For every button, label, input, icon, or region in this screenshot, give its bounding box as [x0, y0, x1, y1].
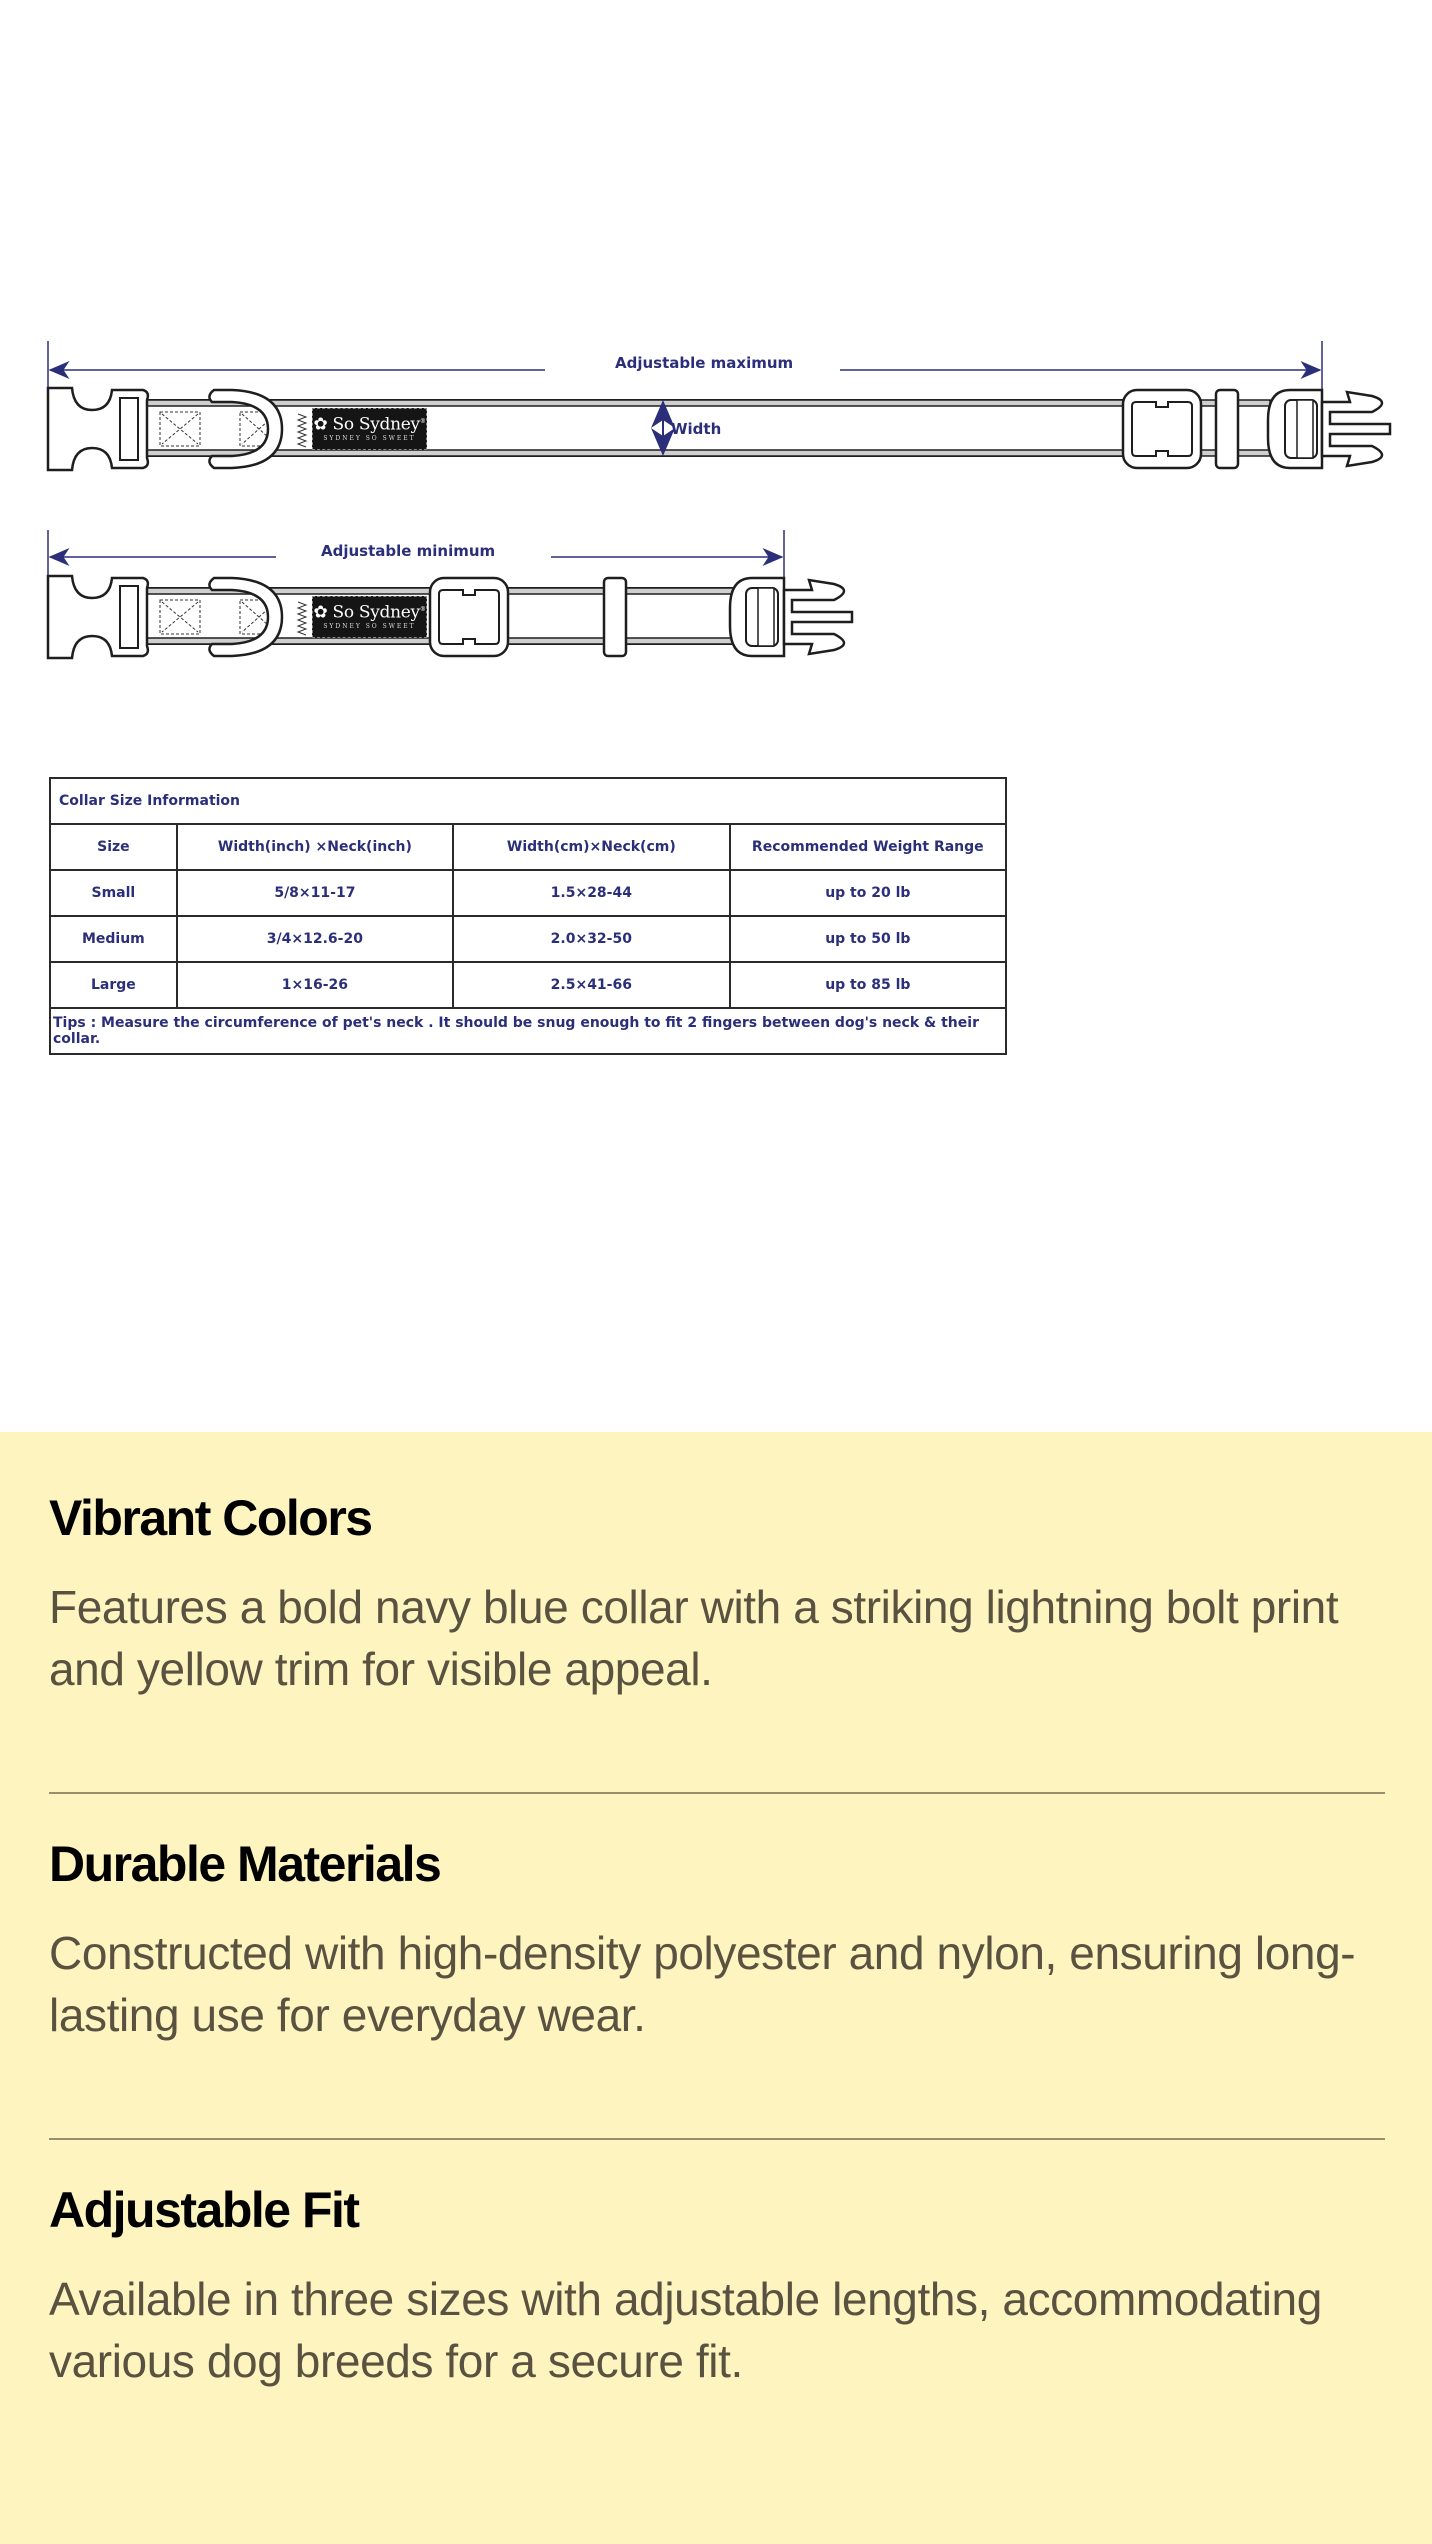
header-size: Size [50, 824, 177, 870]
feature-adjustable-fit [49, 2180, 1385, 2392]
sizing-tips: Tips : Measure the circumference of pet's neck . It should be snug enough to fit 2 fingers between dog's neck & their collar. [50, 1008, 1006, 1054]
cell-cm: 2.0×32-50 [453, 916, 730, 962]
feature-vibrant-colors [49, 1488, 1385, 1700]
feature-description: Features a bold navy blue collar with a striking lightning bolt print and yellow trim for visible appeal. [49, 1581, 1339, 1695]
feature-durable-materials [49, 1834, 1385, 2046]
table-tips-row [50, 1008, 1006, 1054]
feature-title: Vibrant Colors [49, 1490, 372, 1546]
collar-illustration [0, 0, 1432, 760]
collar-size-table [49, 777, 1007, 1055]
adjustable-minimum-label: Adjustable minimum [318, 542, 498, 560]
cell-weight: up to 50 lb [730, 916, 1006, 962]
cell-inch: 5/8×11-17 [177, 870, 453, 916]
cell-size: Medium [50, 916, 177, 962]
cell-weight: up to 85 lb [730, 962, 1006, 1008]
feature-title: Durable Materials [49, 1836, 441, 1892]
table-row [50, 870, 1006, 916]
brand-tag-large: ✿ So Sydney® SYDNEY SO SWEET [312, 408, 427, 450]
cell-weight: up to 20 lb [730, 870, 1006, 916]
brand-name: So Sydney [332, 602, 420, 623]
table-row [50, 962, 1006, 1008]
feature-title: Adjustable Fit [49, 2182, 359, 2238]
brand-tag-small: ✿ So Sydney® SYDNEY SO SWEET [312, 596, 427, 638]
table-row [50, 916, 1006, 962]
table-header-row [50, 824, 1006, 870]
cell-inch: 3/4×12.6-20 [177, 916, 453, 962]
cell-cm: 1.5×28-44 [453, 870, 730, 916]
keeper-loop [1216, 390, 1238, 468]
feature-divider [49, 2138, 1385, 2140]
table-title-row [50, 778, 1006, 824]
adjustable-maximum-label: Adjustable maximum [612, 354, 796, 372]
cell-size: Large [50, 962, 177, 1008]
width-label: Width [671, 420, 722, 438]
brand-tagline: SYDNEY SO SWEET [323, 434, 416, 442]
cell-inch: 1×16-26 [177, 962, 453, 1008]
feature-description: Constructed with high-density polyester and nylon, ensuring long-lasting use for everyday wear. [49, 1927, 1356, 2041]
flower-icon: ✿ [313, 602, 328, 623]
header-cm: Width(cm)×Neck(cm) [453, 824, 730, 870]
brand-name: So Sydney [332, 414, 420, 435]
features-section [0, 1432, 1432, 2544]
cell-size: Small [50, 870, 177, 916]
brand-tagline: SYDNEY SO SWEET [323, 622, 416, 630]
header-weight: Recommended Weight Range [730, 824, 1006, 870]
table-title: Collar Size Information [50, 778, 1006, 824]
feature-description: Available in three sizes with adjustable lengths, accommodating various dog breeds for a secure fit. [49, 2273, 1322, 2387]
cell-cm: 2.5×41-66 [453, 962, 730, 1008]
header-inch: Width(inch) ×Neck(inch) [177, 824, 453, 870]
feature-divider [49, 1792, 1385, 1794]
flower-icon: ✿ [313, 414, 328, 435]
